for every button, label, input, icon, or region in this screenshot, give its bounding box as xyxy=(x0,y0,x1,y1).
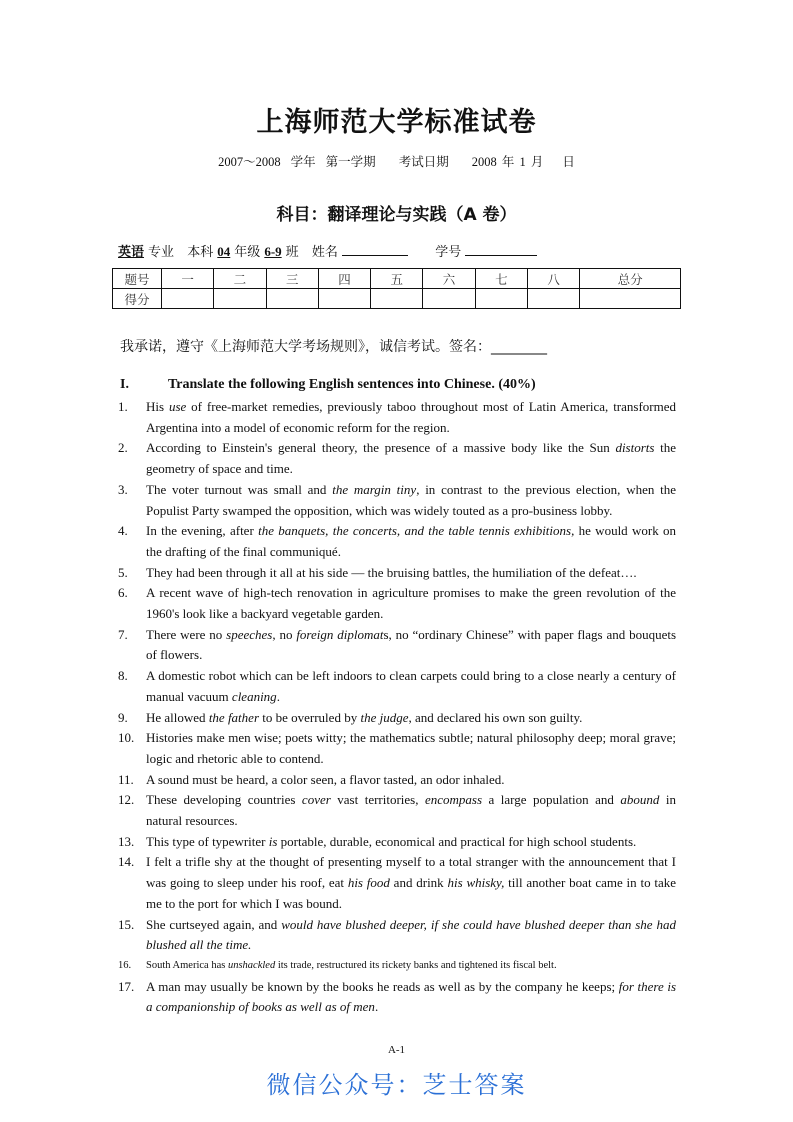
exam-date-label: 考试日期 xyxy=(398,155,449,169)
question-text: , in contrast to the previous election, when the Populist Party swamped the opposition, which was widely touted as a pro-business lobby. xyxy=(146,481,676,518)
score-cell[interactable] xyxy=(475,289,527,309)
question-number: 7. xyxy=(118,626,128,642)
question-list xyxy=(118,397,676,1018)
question-number: 10. xyxy=(118,730,135,746)
question-text: His xyxy=(146,399,169,414)
question-item xyxy=(118,438,676,479)
question-text: I felt a trifle shy at the thought of presenting myself to a total stranger with the announcement that I was going to sleep under his roof, eat xyxy=(146,854,676,891)
question-text: This type of typewriter xyxy=(146,833,269,849)
question-text: A man may usually be known by the books he reads as well as by the company he keeps; xyxy=(146,978,619,994)
emphasized-text: unshackled xyxy=(227,959,276,971)
term: 第一学期 xyxy=(325,155,376,169)
question-text: s, no “ordinary Chinese” with paper flags and bouquets of flowers. xyxy=(146,626,677,663)
section-number: I. xyxy=(120,377,129,392)
score-header-cell: 八 xyxy=(527,269,579,289)
year-range: 2007～2008 xyxy=(218,155,281,169)
question-number: 2. xyxy=(118,440,128,456)
question-text: in natural resources. xyxy=(146,792,676,829)
score-cell[interactable] xyxy=(266,289,318,309)
question-text: There were no xyxy=(146,626,227,642)
score-cell[interactable] xyxy=(527,289,579,309)
question-item xyxy=(118,583,676,624)
level: 本科 xyxy=(187,244,214,259)
score-table xyxy=(112,268,681,309)
emphasized-text: encompass xyxy=(424,792,483,808)
question-text: A recent wave of high-tech renovation in agriculture promises to make the green revolution of the 1960's look like a backyard vegetable garden. xyxy=(146,585,676,622)
question-text: . xyxy=(276,688,280,704)
score-cell[interactable] xyxy=(371,289,423,309)
question-number: 1. xyxy=(118,399,128,414)
question-number: 14. xyxy=(118,854,135,870)
question-text: he would work on the drafting of the final communiqué. xyxy=(146,523,676,559)
score-table-header-row xyxy=(113,269,681,289)
score-header-cell: 七 xyxy=(475,269,527,289)
score-header-cell: 三 xyxy=(266,269,318,289)
emphasized-text: for there is a companionship of books as well as of men xyxy=(146,978,677,1015)
question-item xyxy=(118,625,676,666)
question-item xyxy=(118,563,676,584)
question-text: its trade, restructured its rickety banks and tightened its fiscal belt. xyxy=(275,959,557,971)
emphasized-text: his food xyxy=(347,875,390,891)
question-text: A domestic robot which can be left indoors to clean carpets could bring to a close nearly a century of manual vacuum xyxy=(146,668,676,704)
name-field[interactable] xyxy=(342,243,408,256)
question-text: vast territories, xyxy=(330,792,425,808)
emphasized-text: distorts xyxy=(615,440,655,456)
emphasized-text: cover xyxy=(301,792,331,808)
question-number: 3. xyxy=(118,481,128,497)
question-text: till another boat came in to take me to the port for which I was bound. xyxy=(146,875,677,911)
question-text: to be overruled by xyxy=(259,709,361,725)
grade: 04 xyxy=(217,244,231,259)
emphasized-text: the margin tiny xyxy=(332,481,417,497)
day: 日 xyxy=(562,155,575,169)
score-cell[interactable] xyxy=(214,289,266,309)
id-field[interactable] xyxy=(465,243,537,256)
question-text: The voter turnout was small and xyxy=(146,481,333,497)
question-number: 17. xyxy=(118,978,135,994)
question-number: 5. xyxy=(118,564,128,580)
question-item xyxy=(118,397,676,438)
question-text: a large population and xyxy=(482,792,621,808)
section-title: Translate the following English sentences into Chinese. (40%) xyxy=(168,377,536,392)
question-text: He allowed xyxy=(146,709,209,725)
name-label: 姓名 xyxy=(311,244,338,259)
question-item xyxy=(118,977,676,1018)
score-cell[interactable] xyxy=(423,289,475,309)
question-text: , no xyxy=(272,626,297,642)
xuenian: 学年 xyxy=(290,155,316,169)
emphasized-text: would have blushed deeper, if she could have blushed deeper than she had blushed all the time. xyxy=(146,916,677,953)
question-item xyxy=(118,708,676,729)
question-item xyxy=(118,956,676,977)
question-item xyxy=(118,915,676,956)
emphasized-text: foreign diplomat xyxy=(296,626,384,642)
integrity-pledge: 我承诺，遵守《上海师范大学考场规则》，诚信考试。签名：________ xyxy=(120,339,547,355)
score-cell[interactable] xyxy=(580,289,681,309)
question-item xyxy=(118,728,676,769)
question-text: In the evening, after xyxy=(146,523,259,539)
watermark: 微信公众号：芝士答案 xyxy=(266,1071,527,1099)
emphasized-text: the judge xyxy=(360,709,409,725)
score-cell[interactable] xyxy=(162,289,214,309)
class: 6-9 xyxy=(264,244,282,259)
score-table-score-row xyxy=(113,289,681,309)
question-text: These developing countries xyxy=(146,792,302,808)
question-item xyxy=(118,480,676,521)
emphasized-text: is xyxy=(268,833,278,849)
question-text: According to Einstein's general theory, the presence of a massive body like the Sun xyxy=(146,440,616,456)
score-header-cell: 总分 xyxy=(580,269,681,289)
question-item xyxy=(118,521,676,562)
student-info xyxy=(118,241,541,260)
emphasized-text: the father xyxy=(208,709,259,725)
score-row-label: 得分 xyxy=(113,289,162,309)
question-item xyxy=(118,852,676,914)
emphasized-text: his whisky, xyxy=(447,875,505,891)
term-line xyxy=(0,152,793,170)
score-header-cell: 一 xyxy=(162,269,214,289)
major-label: 专业 xyxy=(148,244,175,259)
question-number: 9. xyxy=(118,709,128,725)
emphasized-text: the banquets, the concerts, and the table tennis exhibitions, xyxy=(258,523,575,539)
score-header-cell: 五 xyxy=(371,269,423,289)
grade-label: 年级 xyxy=(234,244,261,259)
subject-title: 科目：翻译理论与实践（A 卷） xyxy=(276,205,517,225)
class-label: 班 xyxy=(285,244,299,259)
score-header-cell: 四 xyxy=(318,269,370,289)
question-number: 11. xyxy=(118,771,134,787)
question-number: 15. xyxy=(118,916,135,932)
question-item xyxy=(118,832,676,853)
question-text: They had been through it all at his side — the bruising battles, the humiliation of the defeat…. xyxy=(146,564,637,580)
emphasized-text: abound xyxy=(620,792,660,808)
question-number: 4. xyxy=(118,523,128,539)
question-item xyxy=(118,790,676,831)
emphasized-text: use xyxy=(168,399,187,414)
question-number: 8. xyxy=(118,668,128,684)
score-header-cell: 六 xyxy=(423,269,475,289)
score-cell[interactable] xyxy=(318,289,370,309)
question-text: and drink xyxy=(389,875,448,891)
page-title: 上海师范大学标准试卷 xyxy=(256,107,537,138)
question-number: 13. xyxy=(118,833,135,849)
question-number: 16. xyxy=(118,959,132,971)
section-heading xyxy=(120,377,536,393)
page-number: A-1 xyxy=(387,1044,406,1056)
question-text: portable, durable, economical and practical for high school students. xyxy=(277,833,637,849)
question-text: A sound must be heard, a color seen, a flavor tasted, an odor inhaled. xyxy=(146,771,505,787)
emphasized-text: speeches xyxy=(226,626,273,642)
question-number: 12. xyxy=(118,792,135,808)
question-text: the geometry of space and time. xyxy=(146,440,676,477)
question-number: 6. xyxy=(118,585,128,601)
score-header-cell: 题号 xyxy=(113,269,162,289)
question-text: . xyxy=(374,999,379,1015)
exam-date: 2008 年 1 月 xyxy=(471,155,544,169)
question-text: She curtseyed again, and xyxy=(146,916,282,932)
question-item xyxy=(118,666,676,707)
id-label: 学号 xyxy=(435,244,462,259)
emphasized-text: cleaning xyxy=(231,688,277,704)
question-text: Histories make men wise; poets witty; the mathematics subtle; natural philosophy deep; moral grave; logic and rhetoric able to contend. xyxy=(146,730,676,766)
score-header-cell: 二 xyxy=(214,269,266,289)
major: 英语 xyxy=(118,244,145,259)
question-text: South America has xyxy=(146,959,228,971)
question-text: , and declared his own son guilty. xyxy=(408,709,583,725)
question-text: of free-market remedies, previously taboo throughout most of Latin America, transformed Argentina into a model of economic reform for the region. xyxy=(146,399,676,435)
question-item xyxy=(118,770,676,791)
